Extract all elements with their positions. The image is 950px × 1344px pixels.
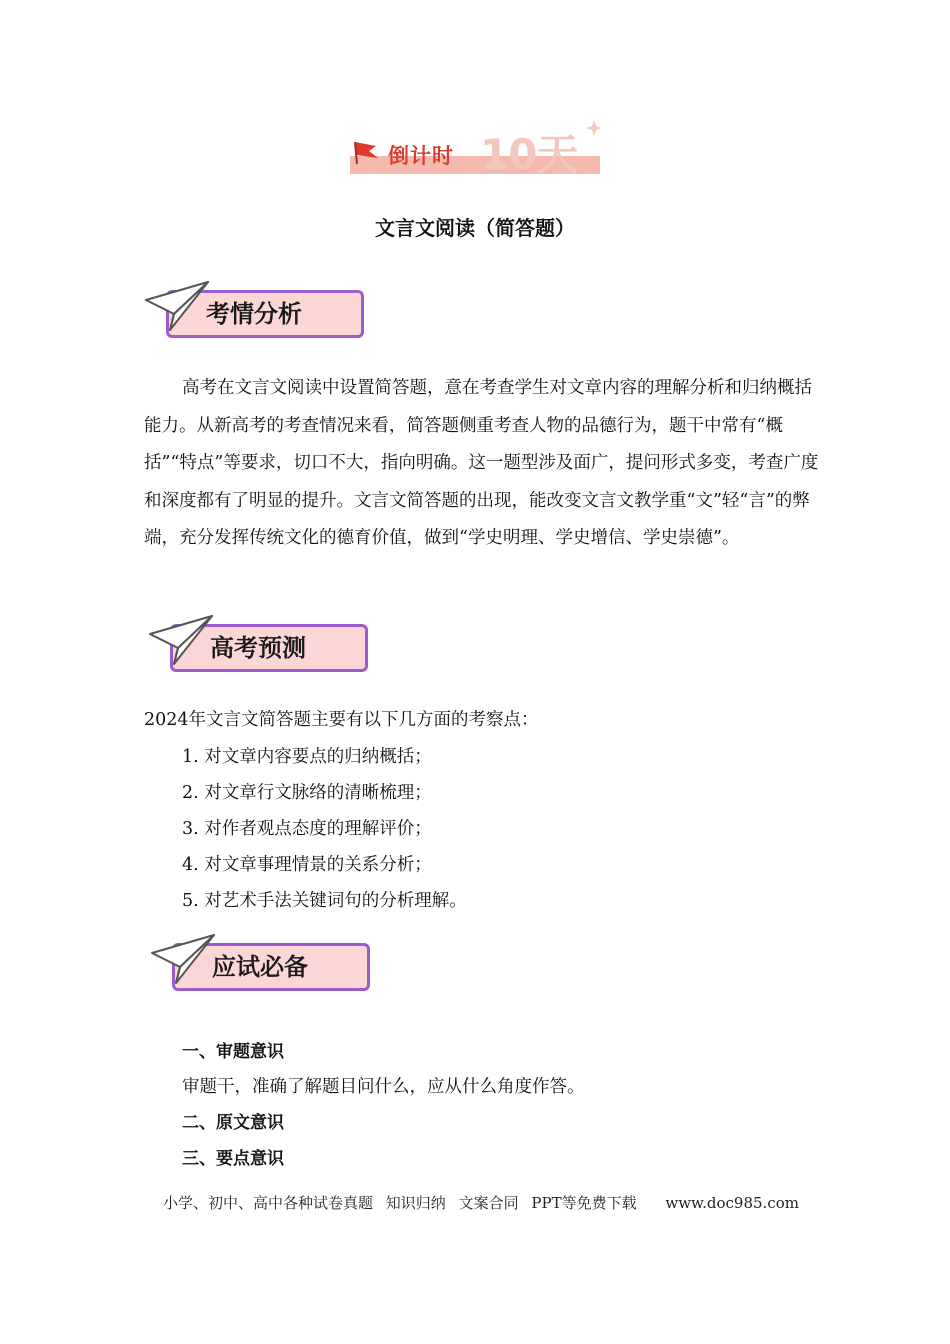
footer-part: 文案合同: [458, 1194, 519, 1212]
subheading-original: 二、原文意识: [182, 1113, 284, 1133]
subheading-points: 三、要点意识: [182, 1149, 284, 1169]
footer-part: 知识归纳: [385, 1194, 446, 1212]
document-title: 文言文阅读（简答题）: [375, 216, 575, 240]
paper-plane-icon: [144, 280, 214, 334]
section-heading: 考情分析: [206, 300, 302, 328]
subheading-review: 一、审题意识: [182, 1042, 284, 1062]
section-header-prep: [150, 933, 380, 999]
list-item: 4. 对文章事理情景的关系分析；: [182, 855, 432, 875]
section-heading: 高考预测: [210, 634, 306, 662]
footer-url[interactable]: www.doc985.com: [665, 1194, 799, 1212]
section-heading: 应试必备: [212, 953, 308, 981]
footer-part: 小学、初中、高中各种试卷真题: [163, 1194, 374, 1212]
paper-plane-icon: [150, 933, 220, 987]
flag-icon: [352, 136, 382, 166]
paper-plane-icon: [148, 614, 218, 668]
list-item: 2. 对文章行文脉络的清晰梳理；: [182, 783, 432, 803]
analysis-paragraph: [144, 370, 820, 558]
prediction-intro: 2024年文言文简答题主要有以下几方面的考察点：: [144, 710, 539, 730]
list-item: 1. 对文章内容要点的归纳概括；: [182, 747, 432, 767]
analysis-text: 高考在文言文阅读中设置简答题，意在考查学生对文章内容的理解分析和归纳概括能力。从新高考的考查情况来看，简答题侧重考查人物的品德行为，题干中常有“概括”“特点”等要求，切口不大，指向明确。这一题型涉及面广，提问形式多变，考查广度和深度都有了明显的提升。文言文简答题的出现，能改变文言文教学重“文”轻“言”的弊端，充分发挥传统文化的德育价值，做到“学史明理、学史增信、学史崇德”。: [144, 378, 819, 548]
list-item: 5. 对艺术手法关键词句的分析理解。: [182, 891, 467, 911]
footer-part: PPT等免费下载: [531, 1194, 637, 1212]
list-item: 3. 对作者观点态度的理解评价；: [182, 819, 432, 839]
countdown-banner: [348, 120, 602, 178]
section-header-analysis: [144, 280, 374, 346]
page-footer: [163, 1192, 807, 1213]
section-header-prediction: [148, 614, 378, 680]
countdown-days: 10天: [480, 130, 578, 179]
sparkle-icon: [586, 120, 602, 136]
countdown-label: 倒计时: [388, 144, 454, 168]
review-text: 审题干，准确了解题目问什么，应从什么角度作答。: [182, 1077, 585, 1097]
